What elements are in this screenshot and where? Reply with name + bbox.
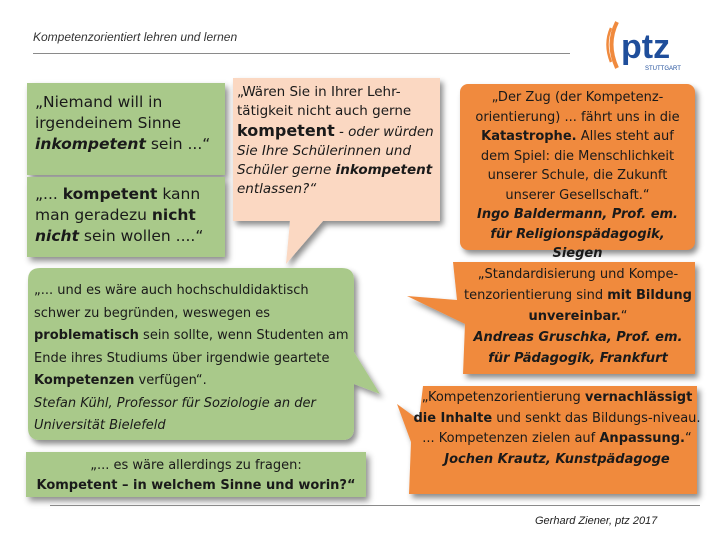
author-kuehl: Stefan Kühl, Professor für Soziologie an der Universität Bielefeld (34, 395, 316, 433)
quote-box-kompetent: „... kompetent kann man geradezu nicht nicht sein wollen ....“ (27, 177, 225, 257)
footer-divider (50, 505, 700, 506)
quote-box-gruschka: „Standardisierung und Kompe-tenzorientierung sind mit Bildung unvereinbar.“ Andreas Gruschka, Prof. em. für Pädagogik, Frankfurt (464, 267, 692, 366)
quote-box-baldermann: „Der Zug (der Kompetenz-orientierung) ... fährt uns in die Katastrophe. Alles steht auf dem Spiel: die Menschlichkeit unserer Schule, die Zukunft unserer Gesellschaft.“ Ingo Baldermann, Prof. em. für Religionspädagogik, Siegen (460, 84, 695, 250)
author-krautz: Jochen Krautz, Kunstpädagoge (444, 451, 670, 467)
question-box: „... es wäre allerdings zu fragen: Kompetent – in welchem Sinne und worin?“ (26, 452, 366, 497)
speech-bubble-text: „Wären Sie in Ihrer Lehr-tätigkeit nicht auch gerne kompetent - oder würden Sie Ihre Schülerinnen und Schüler gerne inkompetent entlassen?“ (237, 84, 434, 197)
logo-subtitle: STUTTGART (645, 66, 681, 72)
header-title: Kompetenzorientiert lehren und lernen (33, 30, 238, 44)
header-divider (33, 53, 570, 54)
quote-box-krautz: „Kompetenzorientierung vernachlässigt die Inhalte und senkt das Bildungs-niveau. ... Kompetenzen zielen auf Anpassung.“ Jochen Krautz, Kunstpädagoge (413, 390, 701, 467)
author-gruschka: Andreas Gruschka, Prof. em. für Pädagogik, Frankfurt (473, 330, 683, 366)
quote-box-niemand: „Niemand will in irgendeinem Sinne inkompetent sein ...“ (27, 83, 225, 175)
logo-text: ptz (621, 28, 671, 66)
ptz-logo-graphic (603, 18, 693, 74)
quote-box-kuehl: „... und es wäre auch hochschuldidaktisch schwer zu begründen, weswegen es problematisch sein sollte, wenn Studenten am Ende ihres Studiums über irgendwie geartete Kompetenzen verfügen“. Stefan Kühl, Professor für Soziologie an der Universität Bielefeld (34, 283, 349, 433)
ptz-logo (603, 18, 693, 74)
author-baldermann: Ingo Baldermann, Prof. em. für Religionspädagogik, Siegen (477, 207, 678, 261)
footer-credit: Gerhard Ziener, ptz 2017 (535, 515, 658, 527)
